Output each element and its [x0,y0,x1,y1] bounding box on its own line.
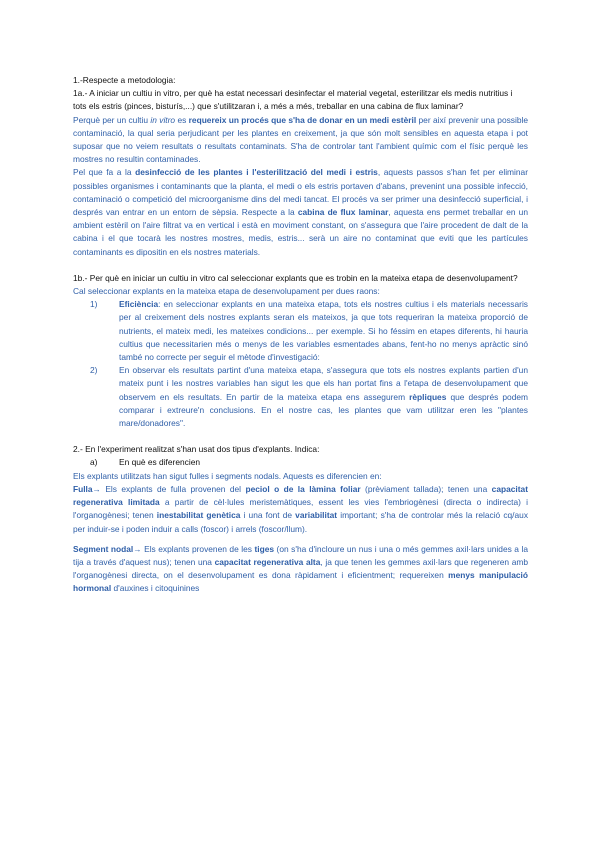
spacer [73,536,528,543]
answer-text: i una font de [240,510,296,521]
answer-text: Pel que fa a la [73,167,136,178]
answer-text: Els explants de fulla provenen del [100,483,246,494]
answer-1b-intro: Cal seleccionar explants en la mateixa etapa de desenvolupament per dues raons: [73,286,380,297]
answer-text: Els explants provenen de les [141,543,255,554]
answer-text: Perquè per un cultiu [73,114,151,125]
answer-bold: Segment nodal [73,543,134,554]
document-content [73,74,528,596]
answer-bold: Eficiència [119,299,159,310]
answer-italic: in vitro [150,114,176,125]
answer-text: , aquesta ens permet treballar en un ambient estèril on l'aire filtrat va en vertical i està en moviment constant, on s'assegura que l'aire procedent de dalt de la cabina i el que tocarà les nostres mostres, medis, estris... serà un aire no contaminat que eviti que les partícules contaminants es dipositin en els nostres materials. [73,207,528,257]
answer-bold: requereix un procés que s'ha de donar en un medi estèril [188,114,417,125]
answer-1a-paragraph-1 [73,114,528,167]
answer-1b-item-1 [73,298,528,364]
answer-text: es [175,114,189,125]
list-number: 1) [90,299,98,310]
answer-bold: capacitat regenerativa limitada [73,483,528,508]
spacer [73,430,528,443]
question-1a: 1a.- A iniciar un cultiu in vitro, per què ha estat necessari desinfectar el material vegetal, esterilitzar els medis nutritius i tots els estris (pinces, bisturís,...) que s'utilitzaran i, a més a més, treballar en una cabina de flux laminar? [73,88,513,112]
question-1b: 1b.- Per què en iniciar un cultiu in vitro cal seleccionar explants que es trobin en la mateixa etapa de desenvolupament? [73,272,518,283]
answer-bold: menys manipulació hormonal [73,570,528,594]
list-number: 2) [90,365,98,376]
answer-text: a partir de cèl·lules meristemàtiques, essent les vies l'embriogènesi (directa o indirecta) i l'organogènesi; tenen [73,497,528,521]
answer-text: : en seleccionar explants en una mateixa etapa, tots els nostres cultius i els materials necessaris per al creixement dels nostres explants seran els mateixos, ja que tots requeriran la mateixa proporció de nutrients, el mateix medi, les mateixes condicions... per exemple. Si ho féssim en etapes diferents, hi hauria cultius que necessitarien més o menys de les variables esmentades abans, fent-ho no menys apràctic sinó també no correcte per seguir el mètode d'investigació: [119,299,528,363]
answer-bold: tiges [254,543,275,554]
section-2-title: 2.- En l'experiment realitzat s'han usat dos tipus d'explants. Indica: [73,444,320,455]
answer-bold: desinfecció de les plantes i l'esterilització del medi i estris [135,167,378,178]
answer-text: En observar els resultats partint d'una mateixa etapa, s'assegura que tots els nostres explants partien d'un mateix punt i les nostres variables han sigut les que els han portat fins a l'etapa de desenvolupament que observem en els resultats. En partir de la mateixa etapa ens assegurem [119,365,528,402]
answer-bold: peciol o de la làmina foliar [245,483,361,494]
section-1-title: 1.-Respecte a metodologia: [73,75,176,85]
spacer [73,259,528,272]
answer-bold: variabilitat [295,510,338,521]
answer-bold: inestabilitat genètica [156,510,241,521]
arrow-icon: → [133,543,142,554]
answer-text: que després podem comparar i extreure'n conclusions. En el nostre cas, les plantes que vam utilitzar eren les "plantes mare/donadores". [119,391,528,429]
answer-1b-item-2 [73,364,528,430]
answer-text: d'auxines i citoquinines [111,583,200,594]
answer-text: (on s'ha d'incloure un nus i una o més gemmes axil·lars unides a la tija a través d'aquest nus); tenen una [73,543,528,567]
list-letter: a) [90,457,98,468]
item-text: En què es diferencien [119,457,201,468]
answer-2-leaf [73,483,528,536]
section-2-item-a [73,456,528,469]
answer-bold: cabina de flux laminar [297,207,389,218]
answer-text: (prèviament tallada); tenen una [360,483,492,494]
answer-text: per així prevenir una possible contaminació, la qual seria perjudicant per les plantes en creixement, ja que són molt sensibles en aquesta etapa i pot suposar que no veiem resultats o resultats contaminats. S'ha de controlar tant l'ambient químic com el físic perquè les mostres no resultin contaminades. [73,114,529,165]
arrow-icon: → [92,483,101,494]
answer-bold: rèpliques [409,391,447,402]
answer-2-nodal-segment [73,543,528,596]
answer-1a-paragraph-2 [73,166,528,258]
answer-text: important; s'ha de controlar més la relació cq/aux per induir-se i poden induir a calls (foscor) i arrels (foscor/llum). [73,510,529,534]
answer-bold: Fulla [73,483,93,494]
answer-text: , aquests passos s'han fet per eliminar possibles organismes i contaminants que la planta, el medi o els estris portaven d'abans, prevenint una possible infecció, contaminació o competició del microorganisme dins del medi tancat. El procés va ser primer una desinfecció superficial, i després van entrar en un entorn de sèpsia. Respecte a la [73,167,528,218]
answer-bold: capacitat regenerativa alta [214,556,321,567]
answer-text: , ja que tenen les gemmes axil·lars que regeneren amb l'organogènesi directa, on el desenvolupament es dona ràpidament i eficientment; requereixen [73,556,528,581]
answer-2-intro: Els explants utilitzats han sigut fulles i segments nodals. Aquests es diferencien en: [73,470,382,481]
